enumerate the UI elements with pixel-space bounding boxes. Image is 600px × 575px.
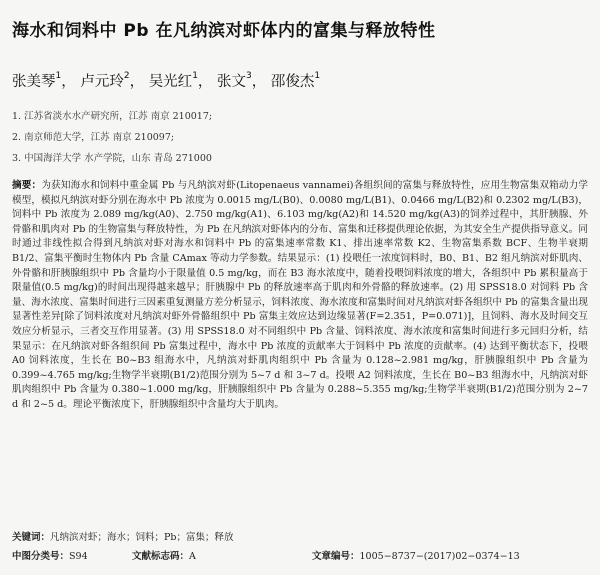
affiliation-item: 2. 南京师范大学，江苏 南京 210097; [12, 132, 175, 143]
author-list [12, 70, 320, 91]
page-title: 海水和饲料中 Pb 在凡纳滨对虾体内的富集与释放特性 [12, 21, 436, 41]
keywords [12, 529, 234, 543]
abstract-text: 为获知海水和饲料中重金属 Pb 与凡纳滨对虾(Litopenaeus vannamei)各组织间的富集与释放特性，应用生物富集双箱动力学模型，模拟凡纳滨对虾分别在海水中 Pb 浓度为 0.0015 mg/L(B0)、0.0080 mg/L(B1)、0.0466 mg/L(B2)和 0.2302 mg/L(B3)，饲料中 Pb 浓度为 2.089 mg/kg(A0)、2.750 mg/kg(A1)、6.103 mg/kg(A2)和 14.520 mg/kg(A3)的饲养过程中，其肝胰腺、外骨骼和肌肉对 Pb 的生物富集与释放特性，为 Pb 在凡纳滨对虾体内的分布、富集和迁移提供理论依据，为其安全生产提供指导意义。同时通过非线性拟合得到凡纳滨对虾对海水和饲料中 Pb 的富集速率常数 K1、排出速率常数 K2、生物富集系数 BCF、生物半衰期 B1/2、富集平衡时生物体内 Pb 含量 CAmax 等动力学参数。结果显示：(1) 投喂任一浓度饲料时，B0、B1、B2 组凡纳滨对虾肌肉、外骨骼和肝胰腺组织中 Pb 含量均小于限量值 0.5 mg/kg，而在 B3 海水浓度中，随着投喂饲料浓度的增大，各组织中 Pb 累积量高于限量值(0.5 mg/kg)的时间出现得越来越早；肝胰腺中 Pb 的释放速率高于肌肉和外骨骼的释放速率。(2) 用 SPSS18.0 对饲料 Pb 含量、海水浓度、富集时间进行三因素重复测量方差分析显示，饲料浓度、海水浓度和富集时间对凡纳滨对虾各组织中 Pb 的富集含量出现显著性差异[除了饲料浓度对凡纳滨对虾外骨骼组织中 Pb 富集主效应达到边缘显著(F=2.351，P=0.071)]，且饲料、海水及时间交互效应分析显示，三者交互作用显著。(3) 用 SPSS18.0 对不同组织中 Pb 含量、饲料浓度、海水浓度和富集时间进行多元回归分析，结果显示：在凡纳滨对虾各组织间 Pb 富集过程中，海水中 Pb 浓度的贡献率大于饲料中 Pb 浓度的贡献率。(4) 达到平衡状态下，投喂 A0 饲料浓度，生长在 B0~B3 组海水中，凡纳滨对虾肌肉组织中 Pb 含量为 0.128~2.981 mg/kg，肝胰腺组织中 Pb 含量为 0.399~4.765 mg/kg;生物学半衰期(B1/2)范围分别为 5~7 d 和 3~7 d。投喂 A2 饲料浓度，生长在 B0~B3 组海水中，凡纳滨对虾肌肉组织中 Pb 含量为 0.380~1.000 mg/kg，肝胰腺组织中 Pb 含量为 0.288~5.355 mg/kg;生物学半衰期(B1/2)范围分别为 2~7 d 和 2~5 d。理论平衡浓度下，肝胰腺组织中含量均大于肌肉。 [12, 180, 589, 410]
affiliation-list [12, 106, 212, 169]
clc-number: 中图分类号：S94 [12, 551, 88, 562]
abstract-label: 摘要： [12, 180, 42, 191]
affiliation-item: 3. 中国海洋大学 水产学院，山东 青岛 271000 [12, 153, 212, 164]
author-name: 卢元玲$^2$， [80, 71, 145, 90]
author-name: 张文$^3$， [217, 71, 267, 90]
affiliation-item: 1. 江苏省淡水水产研究所，江苏 南京 210017; [12, 111, 213, 122]
author-name: 吴光红$^1$， [148, 71, 213, 90]
author-name: 张美琴$^1$， [12, 71, 76, 90]
article-number: 文章编号：1005−8737−(2017)02−0374−13 [312, 551, 520, 562]
author-name: 邵俊杰$^1$ [270, 71, 321, 90]
document-code: 文献标志码：A [132, 551, 196, 562]
classification-row [12, 548, 588, 562]
abstract [12, 179, 588, 413]
keywords-label: 关键词： [12, 532, 51, 543]
keywords-text: 凡纳滨对虾；海水；饲料；Pb；富集；释放 [50, 532, 234, 543]
